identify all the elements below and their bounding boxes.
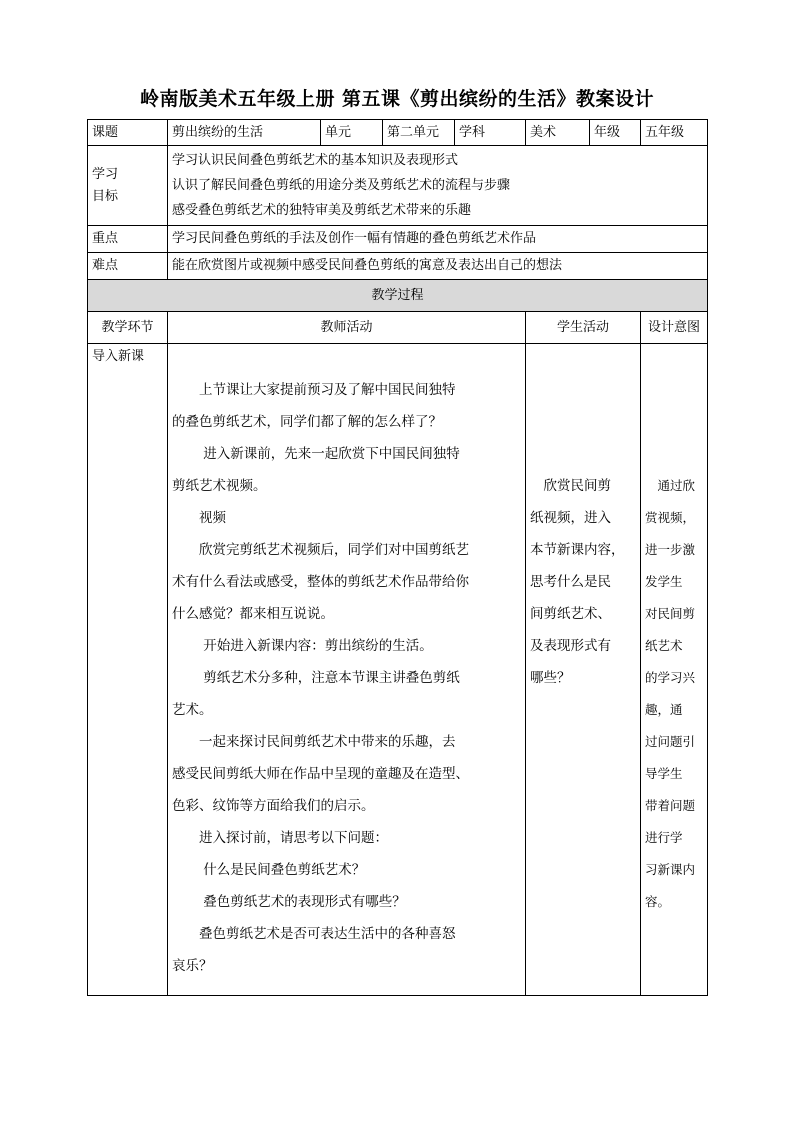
student-line: 及表现形式有 bbox=[530, 638, 611, 654]
design-line: 进一步激发学生 bbox=[645, 542, 696, 589]
design-line: 的学习兴趣，通 bbox=[645, 670, 696, 717]
process-row bbox=[88, 344, 708, 996]
teacher-activity-cell bbox=[168, 344, 526, 996]
difficulty-label: 难点 bbox=[88, 253, 168, 280]
student-line: 思考什么是民 bbox=[530, 574, 611, 590]
process-header-row bbox=[88, 280, 708, 312]
student-line: 本节新课内容， bbox=[530, 542, 625, 558]
teacher-line: 色彩、纹饰等方面给我们的启示。 bbox=[172, 798, 375, 814]
teacher-line: 进入探讨前，请思考以下问题： bbox=[172, 830, 388, 846]
teacher-line: 感受民间剪纸大师在作品中呈现的童趣及在造型、 bbox=[172, 766, 469, 782]
teacher-line: 欣赏完剪纸艺术视频后，同学们对中国剪纸艺 bbox=[172, 542, 469, 558]
stage-cell: 导入新课 bbox=[88, 344, 168, 996]
document-title: 岭南版美术五年级上册 第五课《剪出缤纷的生活》教案设计 bbox=[139, 88, 655, 110]
design-line: 通过欣赏视频， bbox=[645, 478, 696, 525]
teacher-line: 一起来探讨民间剪纸艺术中带来的乐趣，去 bbox=[172, 734, 456, 750]
student-line: 哪些？ bbox=[530, 670, 571, 686]
teacher-line: 术有什么看法或感受，整体的剪纸艺术作品带给你 bbox=[172, 574, 469, 590]
goal-item: 感受叠色剪纸艺术的独特审美及剪纸艺术带来的乐趣 bbox=[172, 203, 472, 218]
course-label: 课题 bbox=[88, 120, 168, 146]
teacher-line: 艺术。 bbox=[172, 702, 213, 718]
unit-value: 第二单元 bbox=[383, 120, 455, 146]
goals-row bbox=[88, 146, 708, 226]
column-header-stage: 教学环节 bbox=[88, 312, 168, 344]
student-line: 间剪纸艺术、 bbox=[530, 606, 611, 622]
teacher-line: 剪纸艺术视频。 bbox=[172, 478, 267, 494]
design-line: 对民间剪纸艺术 bbox=[645, 606, 696, 653]
teacher-line: 叠色剪纸艺术是否可表达生活中的各种喜怒 bbox=[172, 926, 456, 942]
teacher-line: 视频 bbox=[172, 510, 226, 526]
column-header-student: 学生活动 bbox=[526, 312, 641, 344]
teacher-line: 开始进入新课内容：剪出缤纷的生活。 bbox=[172, 638, 433, 654]
design-intent-cell bbox=[641, 344, 708, 996]
teacher-line: 上节课让大家提前预习及了解中国民间独特 bbox=[172, 382, 456, 398]
student-line: 纸视频，进入 bbox=[530, 510, 611, 526]
student-line: 欣赏民间剪 bbox=[530, 478, 611, 494]
unit-label: 单元 bbox=[321, 120, 383, 146]
teacher-line: 什么感觉？都来相互说说。 bbox=[172, 606, 334, 622]
design-line: 过问题引导学生 bbox=[645, 734, 696, 781]
goals-label bbox=[88, 146, 168, 226]
difficulty-row bbox=[88, 253, 708, 280]
teacher-line: 进入新课前，先来一起欣赏下中国民间独特 bbox=[172, 446, 460, 462]
teacher-line: 叠色剪纸艺术的表现形式有哪些？ bbox=[172, 894, 406, 910]
teacher-line: 什么是民间叠色剪纸艺术？ bbox=[172, 862, 366, 878]
info-row bbox=[88, 120, 708, 146]
student-activity-cell bbox=[526, 344, 641, 996]
design-line: 习新课内容。 bbox=[645, 862, 696, 909]
goals-label-line2: 目标 bbox=[92, 188, 119, 204]
goals-content bbox=[168, 146, 708, 226]
design-line: 带着问题进行学 bbox=[645, 798, 696, 845]
teacher-line: 剪纸艺术分多种，注意本节课主讲叠色剪纸 bbox=[172, 670, 460, 686]
key-point-value: 学习民间叠色剪纸的手法及创作一幅有情趣的叠色剪纸艺术作品 bbox=[168, 226, 708, 253]
column-header-teacher: 教师活动 bbox=[168, 312, 526, 344]
subject-label: 学科 bbox=[455, 120, 526, 146]
grade-value: 五年级 bbox=[641, 120, 708, 146]
grade-label: 年级 bbox=[590, 120, 641, 146]
process-header: 教学过程 bbox=[88, 280, 708, 312]
key-point-label: 重点 bbox=[88, 226, 168, 253]
subject-value: 美术 bbox=[526, 120, 590, 146]
key-point-row bbox=[88, 226, 708, 253]
teacher-line: 哀乐？ bbox=[172, 958, 213, 974]
lesson-plan-table bbox=[87, 119, 708, 996]
goal-item: 认识了解民间叠色剪纸的用途分类及剪纸艺术的流程与步骤 bbox=[172, 178, 511, 193]
difficulty-value: 能在欣赏图片或视频中感受民间叠色剪纸的寓意及表达出自己的想法 bbox=[168, 253, 708, 280]
teacher-line: 的叠色剪纸艺术，同学们都了解的怎么样了？ bbox=[172, 414, 442, 430]
column-header-row bbox=[88, 312, 708, 344]
column-header-design: 设计意图 bbox=[641, 312, 708, 344]
goals-label-line1: 学习 bbox=[92, 166, 119, 182]
course-value: 剪出缤纷的生活 bbox=[168, 120, 321, 146]
goal-item: 学习认识民间叠色剪纸艺术的基本知识及表现形式 bbox=[172, 153, 459, 168]
